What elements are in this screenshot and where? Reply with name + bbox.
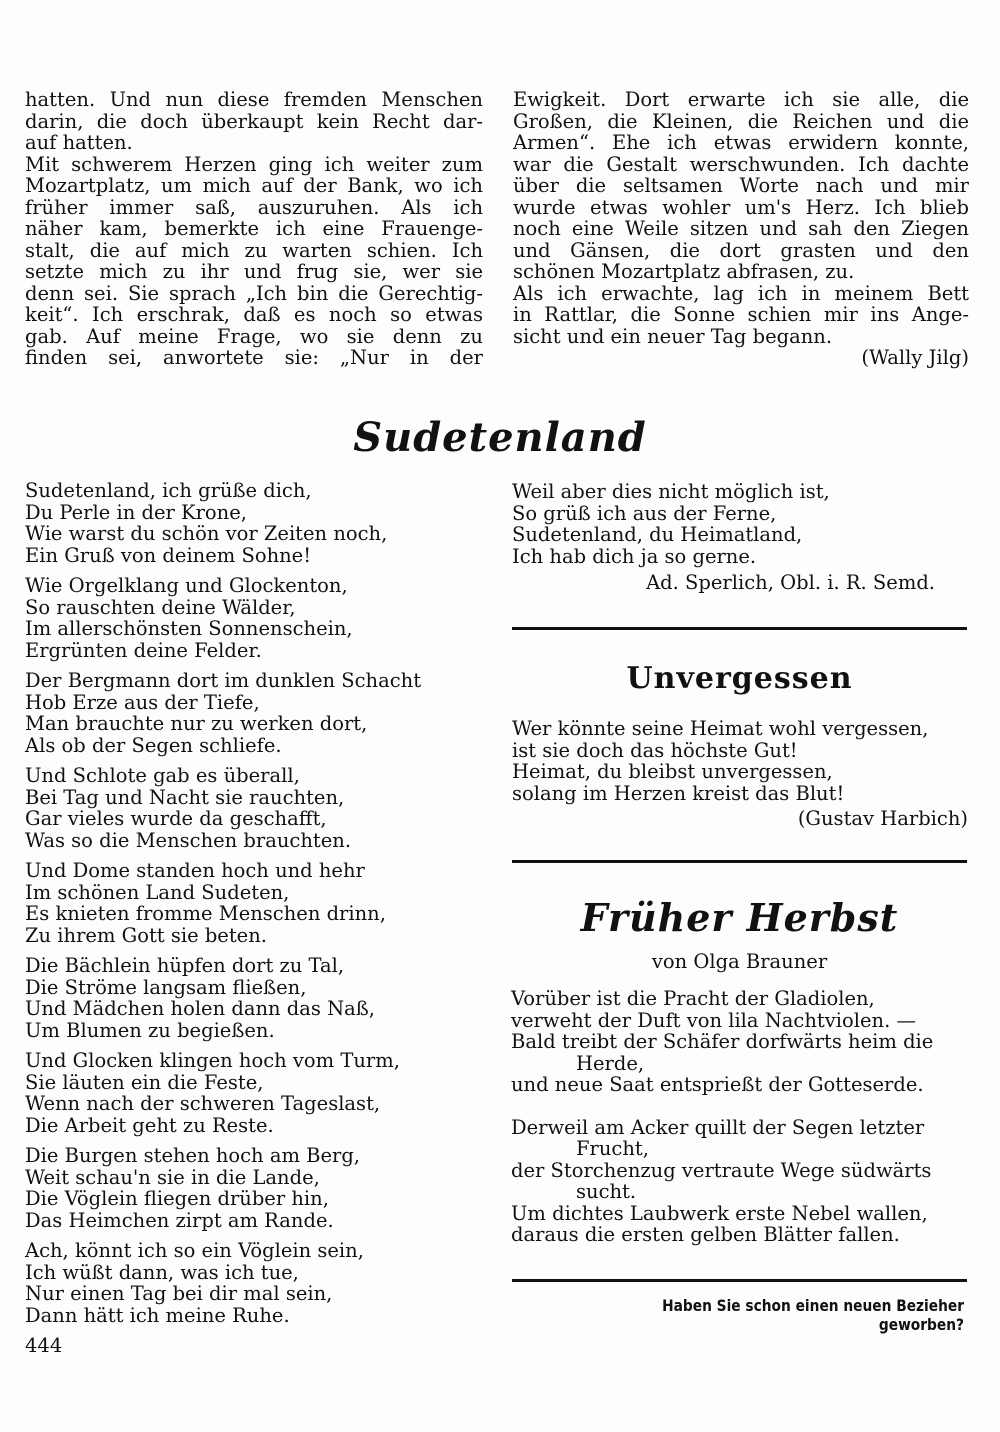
verse-line: und neue Saat entsprießt der Gotteserde. <box>511 1073 924 1096</box>
prose-line: über die seltsamen Worte nach und mir <box>513 174 969 197</box>
prose-line: finden sei, anwortete sie: „Nur in der <box>25 346 483 369</box>
prose-line: Mozartplatz, um mich auf der Bank, wo ich <box>25 174 483 197</box>
verse-line: Als ob der Segen schliefe. <box>25 733 282 757</box>
verse-line: Und Glocken klingen hoch vom Turm, <box>25 1049 400 1072</box>
verse-line: Ich hab dich ja so gerne. <box>512 544 757 568</box>
verse-line: Ach, könnt ich so ein Vöglein sein, <box>25 1239 364 1262</box>
verse-line: Ich wüßt dann, was ich tue, <box>25 1260 299 1284</box>
verse-line: Die Burgen stehen hoch am Berg, <box>25 1144 361 1167</box>
verse-line: Dann hätt ich meine Ruhe. <box>25 1303 290 1327</box>
subscriber-ad-text: Haben Sie schon einen neuen Bezieher geworben? <box>662 1296 964 1334</box>
verse-line: Wer könnte seine Heimat wohl vergessen, <box>512 717 929 740</box>
stanza <box>511 1117 971 1246</box>
divider-rule <box>512 627 967 630</box>
verse-line: Ein Gruß von deinem Sohne! <box>25 543 312 567</box>
prose-line: Als ich erwachte, lag ich in meinem Bett <box>513 281 969 305</box>
verse-line: Weit schau'n sie in die Lande, <box>25 1165 320 1189</box>
stanza <box>25 765 495 851</box>
verse-line: Wenn nach der schweren Tageslast, <box>25 1092 381 1115</box>
poem-title-unvergessen: Unvergessen <box>626 661 853 696</box>
prose-line: sicht und ein neuer Tag begann. <box>513 324 833 348</box>
verse-line: Die Arbeit geht zu Reste. <box>25 1113 274 1137</box>
prose-line: gab. Auf meine Frage, wo sie denn zu <box>25 324 483 348</box>
verse-line: Hob Erze aus der Tiefe, <box>25 690 260 714</box>
verse-line: Wie warst du schön vor Zeiten noch, <box>25 522 388 545</box>
verse-line: Sie läuten ein die Feste, <box>25 1070 264 1094</box>
prose-line: Mit schwerem Herzen ging ich weiter zum <box>25 152 483 176</box>
prose-line: stalt, die auf mich zu warten schien. Ich <box>25 238 483 262</box>
prose-line: früher immer saß, auszuruhen. Als ich <box>25 195 483 219</box>
verse-line: Derweil am Acker quillt der Segen letzter <box>511 1115 925 1139</box>
verse-line: Die Bächlein hüpfen dort zu Tal, <box>25 954 345 977</box>
verse-line: Der Bergmann dort im dunklen Schacht <box>25 669 422 692</box>
verse-line: daraus die ersten gelben Blätter fallen. <box>511 1223 900 1246</box>
prose-line: auf hatten. <box>25 131 133 154</box>
verse-line: Herde, <box>576 1051 645 1075</box>
stanza <box>25 480 495 566</box>
poem-author-harbich: (Gustav Harbich) <box>797 807 968 830</box>
verse-line: Und Mädchen holen dann das Naß, <box>25 997 376 1020</box>
page-number: 444 <box>25 1334 63 1357</box>
verse-line: Weil aber dies nicht möglich ist, <box>512 480 830 503</box>
verse-line: Um dichtes Laubwerk erste Nebel wallen, <box>511 1201 928 1225</box>
verse-line: So grüß ich aus der Ferne, <box>512 501 777 525</box>
prose-line: Armen“. Ehe ich etwas erwidern konnte, <box>513 131 969 154</box>
verse-line: ist sie doch das höchste Gut! <box>512 738 798 762</box>
divider-rule <box>512 860 967 863</box>
prose-line: schönen Mozartplatz abfrasen, zu. <box>513 260 855 283</box>
verse-line: So rauschten deine Wälder, <box>25 595 296 619</box>
verse-line: Die Ströme langsam fließen, <box>25 975 307 999</box>
prose-line: hatten. Und nun diese fremden Menschen <box>25 88 483 111</box>
verse-line: Um Blumen zu begießen. <box>25 1018 275 1042</box>
prose-line: war die Gestalt werschwunden. Ich dachte <box>513 152 969 176</box>
prose-line: darin, die doch überkaupt kein Recht dar- <box>25 109 483 133</box>
verse-line: Bei Tag und Nacht sie rauchten, <box>25 785 345 809</box>
prose-line: näher kam, bemerkte ich eine Frauenge- <box>25 217 483 240</box>
verse-line: Und Schlote gab es überall, <box>25 764 300 787</box>
prose-line: wurde etwas wohler um's Herz. Ich blieb <box>513 195 969 219</box>
prose-right-column <box>513 89 969 369</box>
stanza <box>25 1050 495 1136</box>
verse-line: Gar vieles wurde da geschafft, <box>25 807 327 830</box>
verse-line: sucht. <box>576 1180 637 1203</box>
verse-line: Ergrünten deine Felder. <box>25 638 262 662</box>
verse-line: Nur einen Tag bei dir mal sein, <box>25 1282 333 1305</box>
verse-line: Und Dome standen hoch und hehr <box>25 859 365 882</box>
verse-line: Die Vöglein fliegen drüber hin, <box>25 1187 329 1210</box>
verse-line: Im allerschönsten Sonnenschein, <box>25 617 353 640</box>
stanza <box>511 988 971 1096</box>
verse-line: solang im Herzen kreist das Blut! <box>512 781 845 805</box>
poem-unvergessen <box>512 718 968 830</box>
verse-line: Heimat, du bleibst unvergessen, <box>512 760 833 783</box>
verse-line: Sudetenland, ich grüße dich, <box>25 479 312 502</box>
verse-line: Vorüber ist die Pracht der Gladiolen, <box>511 987 875 1010</box>
poem-byline: von Olga Brauner <box>651 950 828 973</box>
poem-title-frueher-herbst: Früher Herbst <box>580 895 899 940</box>
verse-line: Frucht, <box>576 1137 649 1160</box>
prose-line: denn sei. Sie sprach „Ich bin die Gerechtig- <box>25 281 483 305</box>
verse-line: Sudetenland, du Heimatland, <box>512 523 803 546</box>
verse-line: Bald treibt der Schäfer dorfwärts heim die <box>511 1030 934 1053</box>
prose-line: keit“. Ich erschrak, daß es noch so etwas <box>25 303 483 326</box>
stanza <box>25 955 495 1041</box>
stanza <box>25 575 495 661</box>
stanza <box>25 860 495 946</box>
poem-author-sperlich: Ad. Sperlich, Obl. i. R. Semd. <box>646 571 935 594</box>
prose-line: noch eine Weile sitzen und sah den Ziegen <box>513 217 969 240</box>
verse-line: verweht der Duft von lila Nachtviolen. — <box>511 1008 916 1032</box>
verse-line: Wie Orgelklang und Glockenton, <box>25 574 348 597</box>
verse-line: Es knieten fromme Menschen drinn, <box>25 902 386 925</box>
stanza <box>25 1145 495 1231</box>
verse-line: der Storchenzug vertraute Wege südwärts <box>511 1158 932 1182</box>
prose-line: und Gänsen, die dort grasten und den <box>513 238 969 262</box>
poem-sudetenland-right <box>512 481 970 594</box>
prose-line: Großen, die Kleinen, die Reichen und die <box>513 109 969 133</box>
prose-line: Ewigkeit. Dort erwarte ich sie alle, die <box>513 88 969 111</box>
verse-line: Was so die Menschen brauchten. <box>25 828 352 852</box>
poem-frueher-herbst <box>511 988 971 1246</box>
poem-title-sudetenland: Sudetenland <box>353 414 647 461</box>
prose-line: setzte mich zu ihr und frug sie, wer sie <box>25 260 483 283</box>
verse-line: Zu ihrem Gott sie beten. <box>25 923 267 947</box>
verse-line: Das Heimchen zirpt am Rande. <box>25 1208 334 1232</box>
prose-line: in Rattlar, die Sonne schien mir ins Ange- <box>513 303 969 326</box>
poem-sudetenland-left <box>25 480 495 1335</box>
prose-left-column <box>25 89 483 369</box>
stanza <box>25 670 495 756</box>
stanza <box>512 481 970 567</box>
divider-rule <box>512 1279 967 1282</box>
prose-signature: (Wally Jilg) <box>861 346 969 369</box>
verse-line: Im schönen Land Sudeten, <box>25 880 290 904</box>
stanza <box>25 1240 495 1326</box>
verse-line: Man brauchte nur zu werken dort, <box>25 712 368 735</box>
verse-line: Du Perle in der Krone, <box>25 500 247 524</box>
